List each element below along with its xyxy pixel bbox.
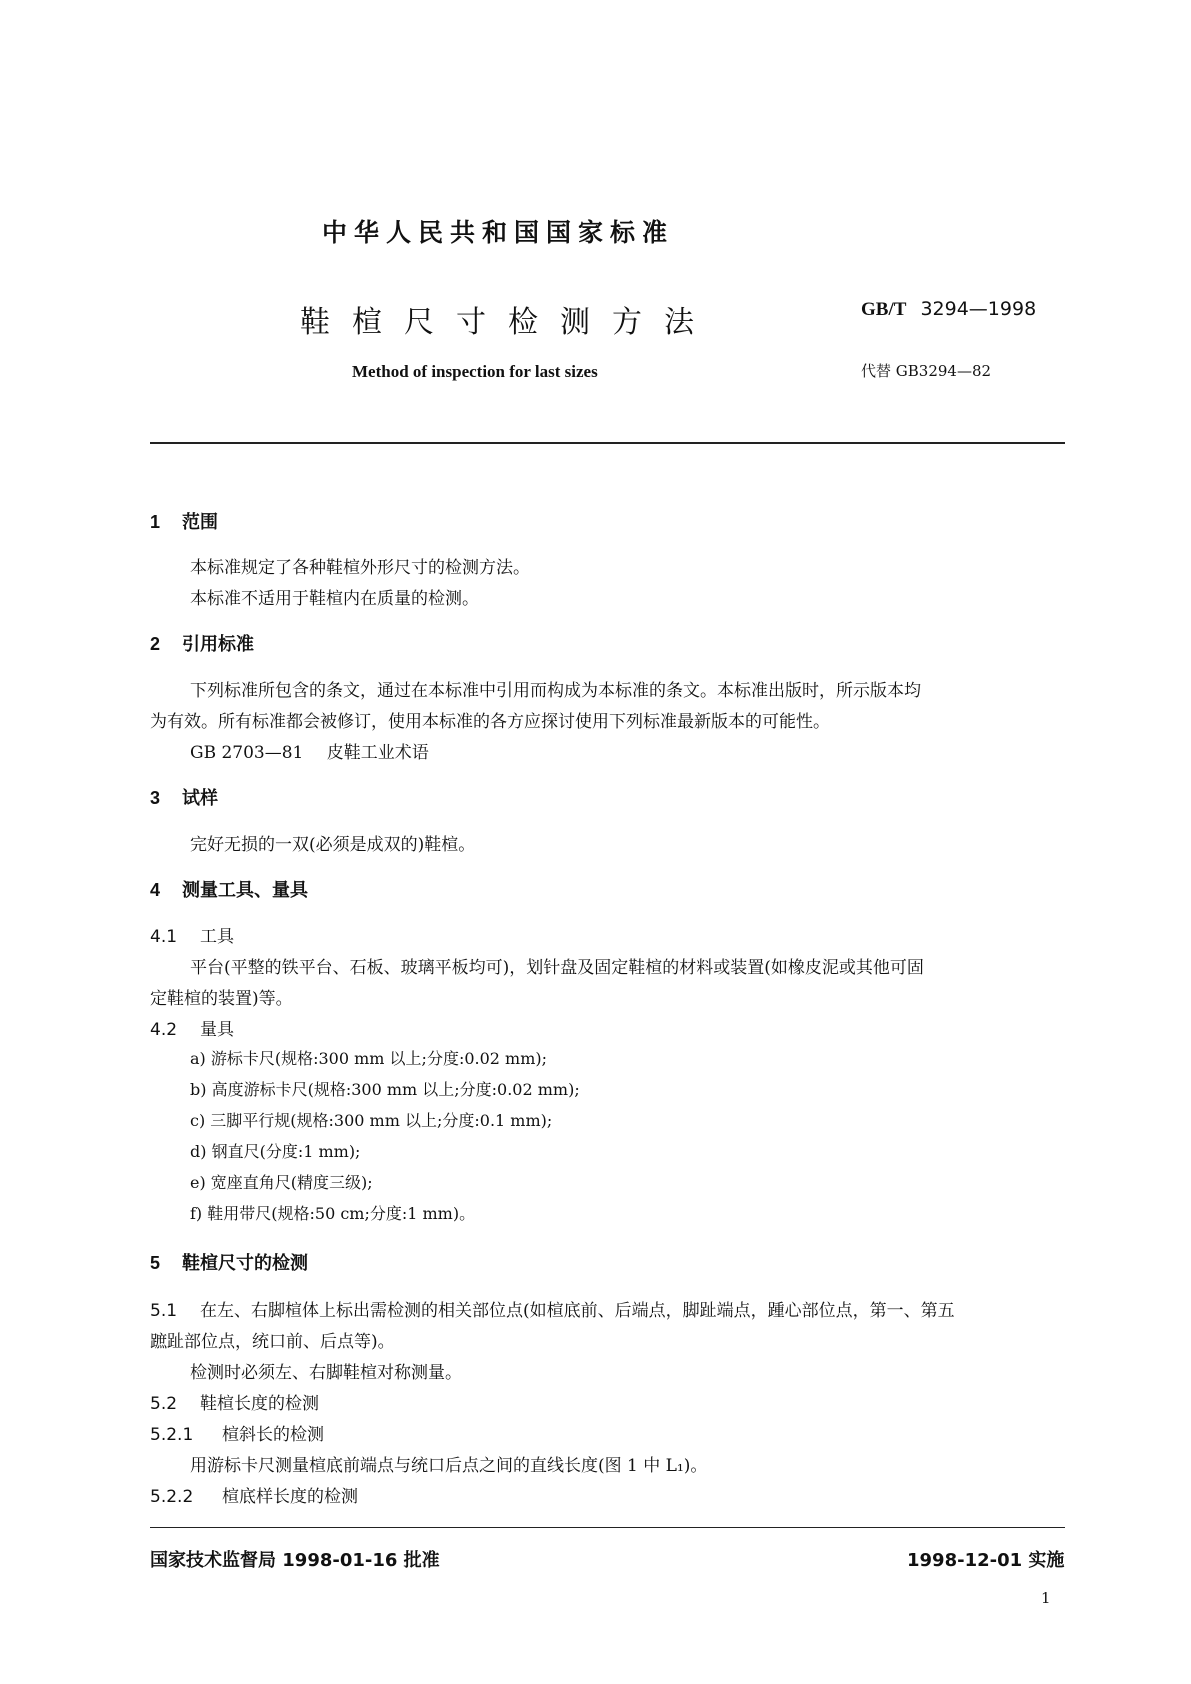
subsection-number: 5.2	[150, 1394, 178, 1414]
paragraph: 定鞋楦的装置)等。	[150, 989, 293, 1009]
section-5-heading	[150, 1249, 308, 1275]
referenced-standard	[190, 738, 429, 763]
list-item: c) 三脚平行规(规格:300 mm 以上;分度:0.1 mm);	[190, 1111, 553, 1130]
subsection-4-2-heading	[150, 1015, 234, 1040]
standard-number	[861, 298, 1036, 321]
replaces-note: 代替 GB3294—82	[861, 362, 992, 380]
subsection-title: 工具	[200, 927, 234, 947]
section-title: 鞋楦尺寸的检测	[182, 1253, 308, 1274]
subsection-title: 量具	[200, 1020, 234, 1040]
paragraph: 检测时必须左、右脚鞋楦对称测量。	[190, 1363, 462, 1383]
list-item: a) 游标卡尺(规格:300 mm 以上;分度:0.02 mm);	[190, 1049, 548, 1068]
paragraph: 本标准规定了各种鞋楦外形尺寸的检测方法。	[190, 558, 530, 578]
subsection-title: 楦底样长度的检测	[222, 1487, 358, 1507]
subsection-title: 楦斜长的检测	[222, 1425, 324, 1445]
subsection-5-1-paragraph	[150, 1296, 955, 1321]
approval-date: 国家技术监督局 1998-01-16 批准	[150, 1550, 440, 1571]
subsection-number: 4.1	[150, 927, 178, 947]
section-number: 1	[150, 512, 161, 532]
section-title: 测量工具、量具	[182, 880, 308, 901]
section-2-heading	[150, 630, 254, 656]
subsection-4-1-heading	[150, 922, 234, 947]
subsection-number: 5.2.1	[150, 1425, 194, 1445]
list-item: b) 高度游标卡尺(规格:300 mm 以上;分度:0.02 mm);	[190, 1080, 580, 1099]
subsection-number: 5.2.2	[150, 1487, 194, 1507]
page-title: 鞋楦尺寸检测方法	[300, 305, 716, 340]
paragraph: 完好无损的一双(必须是成双的)鞋楦。	[190, 835, 476, 855]
section-title: 引用标准	[182, 634, 254, 655]
standard-prefix: GB/T	[861, 299, 907, 320]
paragraph: 为有效。所有标准都会被修订，使用本标准的各方应探讨使用下列标准最新版本的可能性。	[150, 712, 830, 732]
standard-code: 3294—1998	[920, 298, 1037, 320]
subsection-5-2-2-heading	[150, 1482, 358, 1507]
section-title: 范围	[182, 512, 218, 533]
implementation-date: 1998-12-01 实施	[907, 1550, 1065, 1571]
section-3-heading	[150, 784, 218, 810]
section-number: 5	[150, 1253, 161, 1273]
paragraph: 下列标准所包含的条文，通过在本标准中引用而构成为本标准的条文。本标准出版时，所示版本均	[190, 681, 921, 701]
section-number: 3	[150, 788, 161, 808]
list-item: e) 宽座直角尺(精度三级);	[190, 1173, 373, 1192]
subsection-5-2-heading	[150, 1389, 319, 1414]
section-4-heading	[150, 876, 308, 902]
referenced-standard-code: GB 2703—81	[190, 743, 304, 763]
subsection-5-2-1-heading	[150, 1420, 324, 1445]
subsection-number: 4.2	[150, 1020, 178, 1040]
section-number: 2	[150, 634, 161, 654]
national-standard-heading: 中华人民共和国国家标准	[322, 218, 675, 247]
referenced-standard-title: 皮鞋工业术语	[326, 743, 429, 763]
list-item: d) 钢直尺(分度:1 mm);	[190, 1142, 361, 1161]
subsection-number: 5.1	[150, 1301, 178, 1321]
subsection-title: 鞋楦长度的检测	[200, 1394, 319, 1414]
paragraph: 用游标卡尺测量楦底前端点与统口后点之间的直线长度(图 1 中 L₁)。	[190, 1456, 708, 1476]
paragraph: 在左、右脚楦体上标出需检测的相关部位点(如楦底前、后端点，脚趾端点，踵心部位点，第一、第五	[200, 1301, 955, 1321]
page-number: 1	[1041, 1589, 1051, 1607]
paragraph: 平台(平整的铁平台、石板、玻璃平板均可)，划针盘及固定鞋楦的材料或装置(如橡皮泥或其他可固	[190, 958, 924, 978]
list-item: f) 鞋用带尺(规格:50 cm;分度:1 mm)。	[190, 1204, 476, 1223]
section-title: 试样	[182, 788, 218, 809]
header-divider	[150, 442, 1065, 444]
section-1-heading	[150, 508, 218, 534]
footer-divider	[150, 1527, 1065, 1528]
paragraph: 本标准不适用于鞋楦内在质量的检测。	[190, 589, 479, 609]
english-title: Method of inspection for last sizes	[352, 362, 598, 381]
paragraph: 蹠趾部位点，统口前、后点等)。	[150, 1332, 395, 1352]
section-number: 4	[150, 880, 161, 900]
